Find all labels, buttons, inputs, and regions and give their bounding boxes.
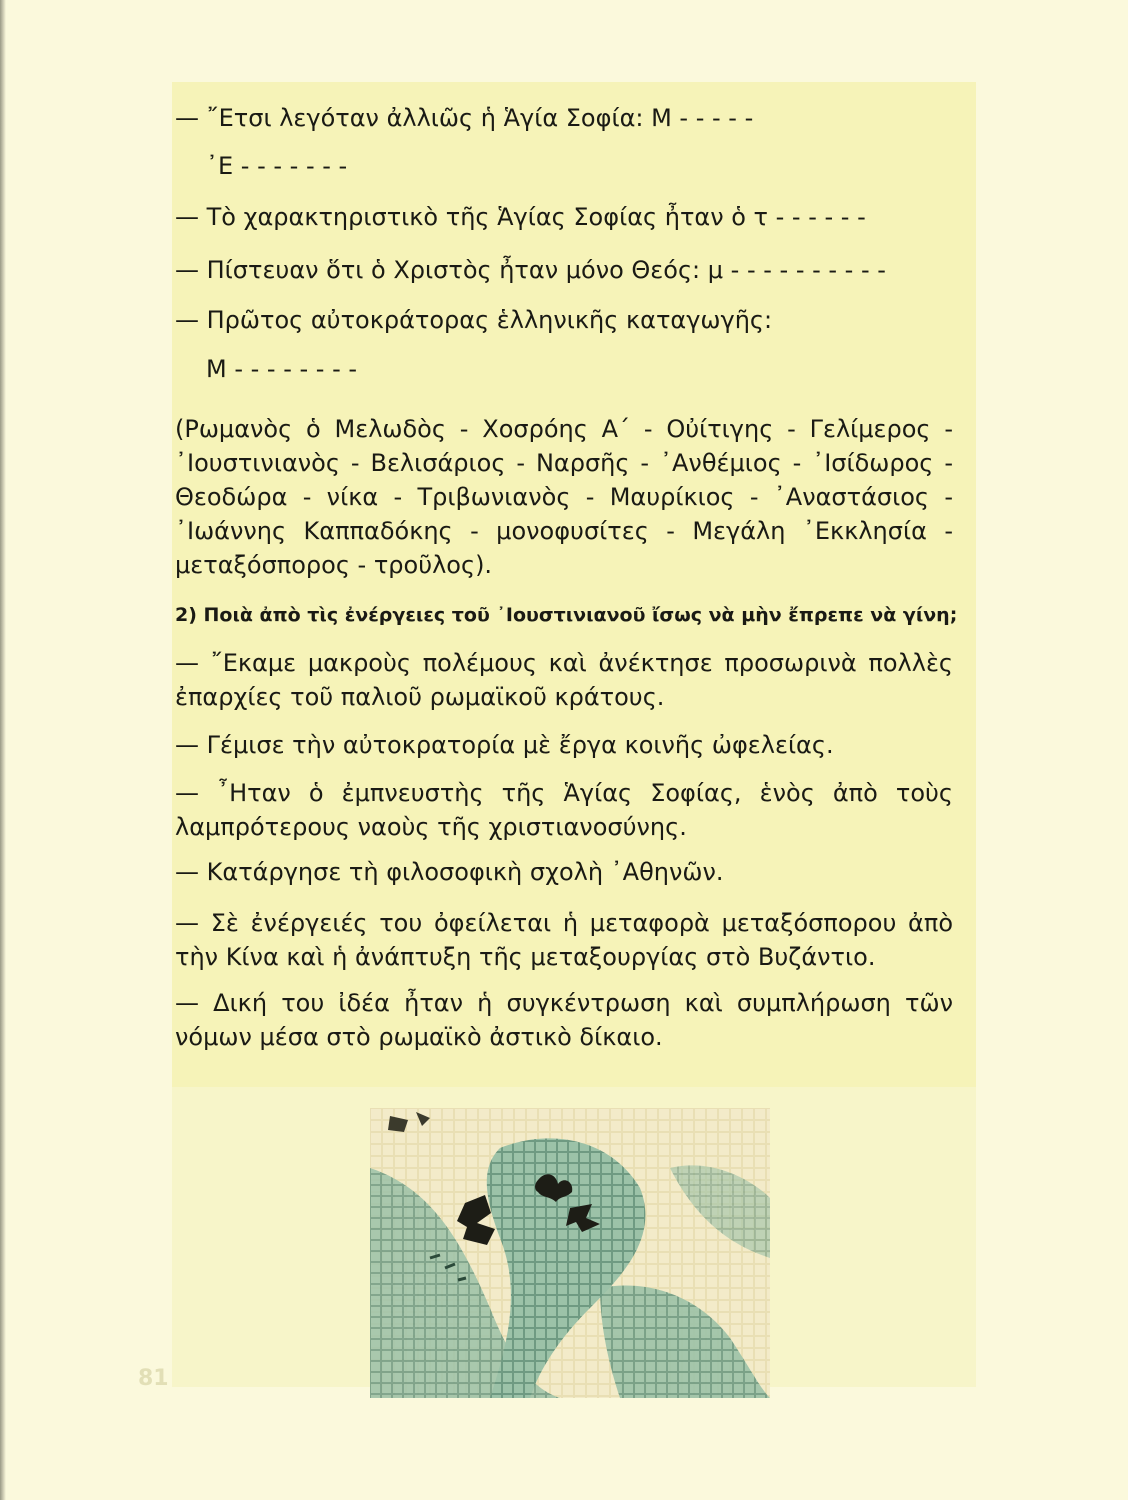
page-edge-shadow bbox=[0, 0, 6, 1500]
mosaic-image bbox=[370, 1108, 770, 1398]
answer-3: — ῏Ηταν ὁ ἐμπνευστὴς τῆς Ἁγίας Σοφίας, ἑνὸς ἀπὸ τοὺς λαμπρότερους ναοὺς τῆς χριστιανοσύνης. bbox=[175, 779, 953, 841]
fill-in-line-3: — Τὸ χαρακτηριστικὸ τῆς Ἁγίας Σοφίας ἦταν ὁ τ - - - - - - bbox=[175, 203, 866, 231]
answer-6: — Δική του ἰδέα ἦταν ἡ συγκέντρωση καὶ συμπλήρωση τῶν νόμων μέσα στὸ ρωμαϊκὸ ἀστικὸ δίκαιο. bbox=[175, 989, 953, 1051]
answer-5: — Σὲ ἐνέργειές του ὀφείλεται ἡ μεταφορὰ μεταξόσπορου ἀπὸ τὴν Κίνα καὶ ἡ ἀνάπτυξη τῆς μεταξουργίας στὸ Βυζάντιο. bbox=[175, 909, 953, 971]
fill-in-line-1: — ῎Ετσι λεγόταν ἀλλιῶς ἡ Ἁγία Σοφία: Μ - - - - - bbox=[175, 104, 754, 132]
answer-2: — Γέμισε τὴν αὐτοκρατορία μὲ ἔργα κοινῆς ὠφελείας. bbox=[175, 731, 834, 759]
bleed-through-page-number: 81 bbox=[138, 1366, 169, 1391]
fill-in-line-6: Μ - - - - - - - - bbox=[206, 355, 358, 383]
answer-4: — Κατάργησε τὴ φιλοσοφικὴ σχολὴ ᾽Αθηνῶν. bbox=[175, 858, 724, 886]
fill-in-line-5: — Πρῶτος αὐτοκράτορας ἑλληνικῆς καταγωγῆς: bbox=[175, 306, 773, 334]
answer-1: — ῎Εκαμε μακροὺς πολέμους καὶ ἀνέκτησε προσωρινὰ πολλὲς ἐπαρχίες τοῦ παλιοῦ ρωμαϊκοῦ κράτους. bbox=[175, 649, 953, 711]
fill-in-line-2: ᾽Ε - - - - - - - bbox=[206, 152, 348, 180]
fill-in-line-4: — Πίστευαν ὅτι ὁ Χριστὸς ἦταν μόνο Θεός: μ - - - - - - - - - - bbox=[175, 256, 886, 284]
word-bank: (Ρωμανὸς ὁ Μελωδὸς - Χοσρόης Α΄ - Οὐίτιγης - Γελίμερος - ᾽Ιουστινιανὸς - Βελισάριος - Ναρσῆς - ᾽Ανθέμιος - ᾽Ισίδωρος - Θεοδώρα - νίκα - Τριβωνιανὸς - Μαυρίκιος - ᾽Αναστάσιος - ᾽Ιωάννης Καππαδόκης - μονοφυσίτες - Μεγάλη ᾽Εκκλησία - μεταξόσπορος - τροῦλος). bbox=[175, 415, 953, 579]
question-2-heading: 2) Ποιὰ ἀπὸ τὶς ἐνέργειες τοῦ ᾽Ιουστινιανοῦ ἴσως νὰ μὴν ἔπρεπε νὰ γίνη; bbox=[175, 604, 958, 626]
